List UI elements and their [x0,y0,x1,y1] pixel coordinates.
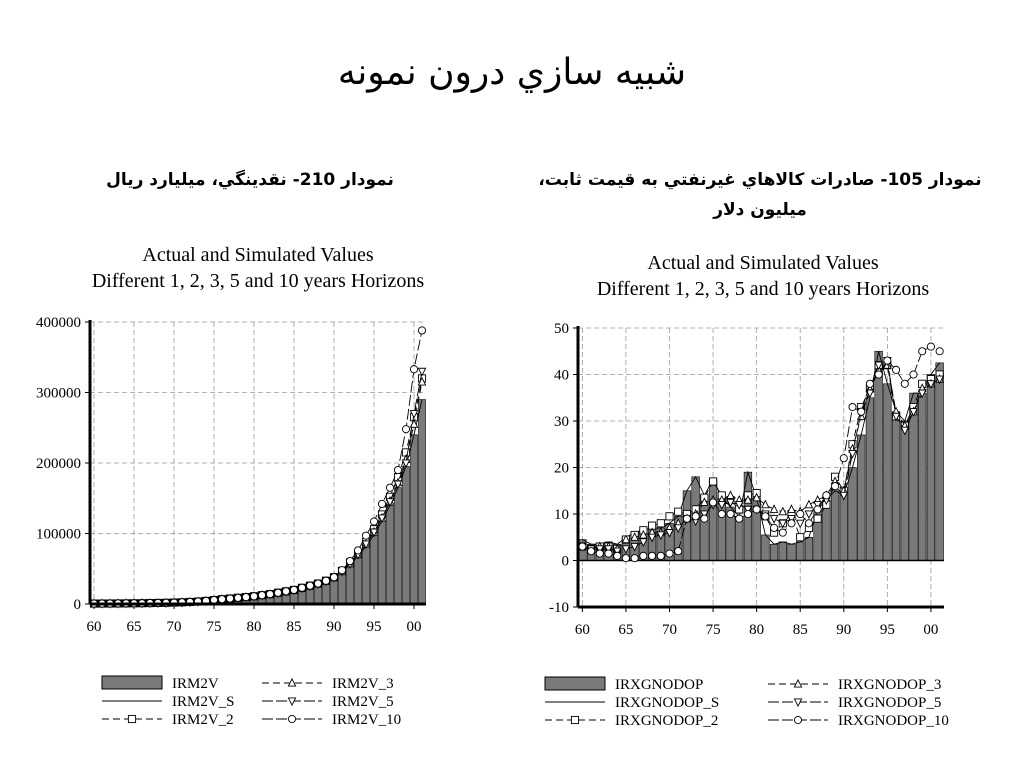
liquidity-legend-irm2v-label: IRM2V [172,676,219,692]
liquidity-legend-irm2v-s-label: IRM2V_S [172,694,235,710]
exports-y-tick-label: -10 [549,600,569,616]
exports-point-irxgnodop-10 [657,552,664,559]
exports-bar [735,516,743,560]
exports-legend-irxgnodop-5-label: IRXGNODOP_5 [838,695,942,711]
exports-point-irxgnodop-10 [875,371,882,378]
exports-point-irxgnodop-10 [927,343,934,350]
exports-point-irxgnodop-10 [919,348,926,355]
exports-point-irxgnodop-10 [849,403,856,410]
exports-point-irxgnodop-10 [675,548,682,555]
exports-point-irxgnodop-10 [701,515,708,522]
exports-point-irxgnodop-10 [753,506,760,513]
exports-x-tick-label: 75 [705,622,721,638]
liquidity-x-tick-label: 60 [86,619,102,635]
exports-bar [779,542,787,561]
exports-legend-irxgnodop-label: IRXGNODOP [615,677,704,693]
exports-bar [936,363,944,561]
exports-bar [770,544,778,560]
liquidity-y-tick-label: 200000 [36,456,81,472]
exports-point-irxgnodop-2 [797,534,804,541]
exports-bar [709,479,717,560]
exports-bar [857,435,865,561]
exports-legend-irxgnodop-2-label: IRXGNODOP_2 [615,713,719,729]
exports-point-irxgnodop-10 [901,380,908,387]
exports-bar [762,535,770,561]
exports-point-irxgnodop-2 [657,520,664,527]
exports-point-irxgnodop-10 [683,515,690,522]
exports-legend-irxgnodop-swatch [545,677,605,690]
exports-subtitle: Different 1, 2, 3, 5 and 10 years Horizons [596,278,930,300]
liquidity-x-tick-label: 65 [126,619,142,635]
exports-point-irxgnodop-5 [770,516,777,523]
exports-point-irxgnodop-10 [727,510,734,517]
exports-x-tick-label: 70 [662,622,677,638]
liquidity-x-tick-label: 75 [206,619,222,635]
liquidity-x-tick-label: 90 [326,619,342,635]
exports-legend-irxgnodop-10-marker [794,716,801,723]
exports-bar [918,393,926,560]
exports-point-irxgnodop-10 [858,408,865,415]
exports-point-irxgnodop-10 [579,543,586,550]
exports-x-tick-label: 95 [879,622,895,638]
exports-bar [840,495,848,560]
exports-bar [683,491,691,561]
exports-legend-irxgnodop-3-label: IRXGNODOP_3 [838,677,942,693]
exports-x-tick-label: 60 [574,622,590,638]
liquidity-x-tick-label: 70 [166,619,182,635]
exports-point-irxgnodop-5 [805,511,812,518]
caption-right-chart: نمودار 105- صادرات كالاهاي غيرنفتي به قيمت ثابت، ميليون دلار [538,170,982,220]
exports-point-irxgnodop-3 [762,501,769,508]
exports-legend-irxgnodop-3-marker [794,680,801,687]
exports-point-irxgnodop-10 [640,552,647,559]
exports-y-tick-label: 30 [554,414,569,430]
liquidity-x-tick-label: 80 [246,619,262,635]
exports-point-irxgnodop-3 [727,491,734,498]
exports-legend-irxgnodop-5-marker [794,699,801,706]
liquidity-y-tick-label: 100000 [36,526,81,543]
exports-point-irxgnodop-10 [666,550,673,557]
exports-bar [892,412,900,561]
exports-point-irxgnodop-10 [936,348,943,355]
exports-point-irxgnodop-10 [587,548,594,555]
exports-point-irxgnodop-10 [709,499,716,506]
exports-point-irxgnodop-10 [814,506,821,513]
exports-title: Actual and Simulated Values [647,252,879,274]
liquidity-x-tick-label: 95 [366,619,382,635]
exports-point-irxgnodop-10 [631,555,638,562]
liquidity-x-tick-label: 85 [286,619,302,635]
exports-point-irxgnodop-2 [814,515,821,522]
exports-legend-irxgnodop-2-marker [571,716,578,723]
exports-point-irxgnodop-10 [779,529,786,536]
exports-point-irxgnodop-10 [718,510,725,517]
exports-point-irxgnodop-10 [823,492,830,499]
exports-x-tick-label: 65 [618,622,634,638]
exports-point-irxgnodop-5 [797,520,804,527]
liquidity-legend-irm2v-10-label: IRM2V_10 [332,712,402,728]
exports-point-irxgnodop-10 [605,550,612,557]
exports-point-irxgnodop-3 [788,505,795,512]
exports-bar [796,542,804,561]
liquidity-y-tick-label: 300000 [36,385,81,402]
exports-point-irxgnodop-10 [614,552,621,559]
exports-bar [927,375,935,561]
exports-y-tick-label: 10 [554,507,569,523]
liquidity-title: Actual and Simulated Values [142,244,374,266]
exports-point-irxgnodop-10 [762,513,769,520]
exports-point-irxgnodop-10 [866,380,873,387]
exports-point-irxgnodop-10 [788,520,795,527]
exports-bar [866,398,874,561]
exports-point-irxgnodop-10 [797,510,804,517]
exports-legend-irxgnodop-10-label: IRXGNODOP_10 [838,713,949,729]
liquidity-legend-irm2v-5-label: IRM2V_5 [332,694,394,710]
exports-bar [849,468,857,561]
exports-y-tick-label: 20 [554,460,569,477]
exports-bar [805,537,813,560]
exports-x-tick-label: 80 [749,622,765,638]
exports-bar [831,491,839,561]
exports-y-tick-label: 50 [554,321,569,337]
liquidity-legend-irm2v-2-label: IRM2V_2 [172,712,234,728]
exports-point-irxgnodop-10 [648,552,655,559]
exports-point-irxgnodop-10 [840,455,847,462]
exports-point-irxgnodop-10 [596,550,603,557]
slide-title: شبيه سازي درون نمونه [337,52,687,93]
exports-bar [788,544,796,560]
exports-point-irxgnodop-3 [805,501,812,508]
exports-legend-irxgnodop-s-label: IRXGNODOP_S [615,695,720,711]
exports-y-tick-label: 0 [561,553,569,570]
liquidity-legend-irm2v-3-label: IRM2V_3 [332,676,394,692]
exports-point-irxgnodop-10 [736,515,743,522]
exports-point-irxgnodop-10 [744,510,751,517]
exports-point-irxgnodop-3 [770,505,777,512]
exports-bar [884,384,892,561]
exports-x-tick-label: 85 [792,622,808,638]
exports-point-irxgnodop-10 [884,357,891,364]
exports-bar [901,421,909,561]
exports-x-tick-label: 00 [923,622,939,638]
caption-left-chart: نمودار 210- نقدينگي، ميليارد ريال [106,170,394,190]
exports-point-irxgnodop-2 [675,508,682,515]
liquidity-y-tick-label: 400000 [36,315,81,331]
liquidity-x-tick-label: 00 [406,619,422,635]
exports-point-irxgnodop-10 [770,524,777,531]
exports-y-tick-label: 40 [554,367,569,384]
exports-x-tick-label: 90 [836,622,852,638]
liquidity-subtitle: Different 1, 2, 3, 5 and 10 years Horizons [91,270,425,292]
exports-bar [875,351,883,560]
exports-point-irxgnodop-10 [622,555,629,562]
exports-point-irxgnodop-10 [910,371,917,378]
liquidity-y-tick-label: 0 [73,597,81,613]
exports-point-irxgnodop-10 [892,366,899,373]
exports-point-irxgnodop-10 [805,520,812,527]
exports-point-irxgnodop-2 [666,513,673,520]
exports-point-irxgnodop-10 [831,483,838,490]
exports-point-irxgnodop-2 [709,478,716,485]
exports-point-irxgnodop-10 [692,513,699,520]
